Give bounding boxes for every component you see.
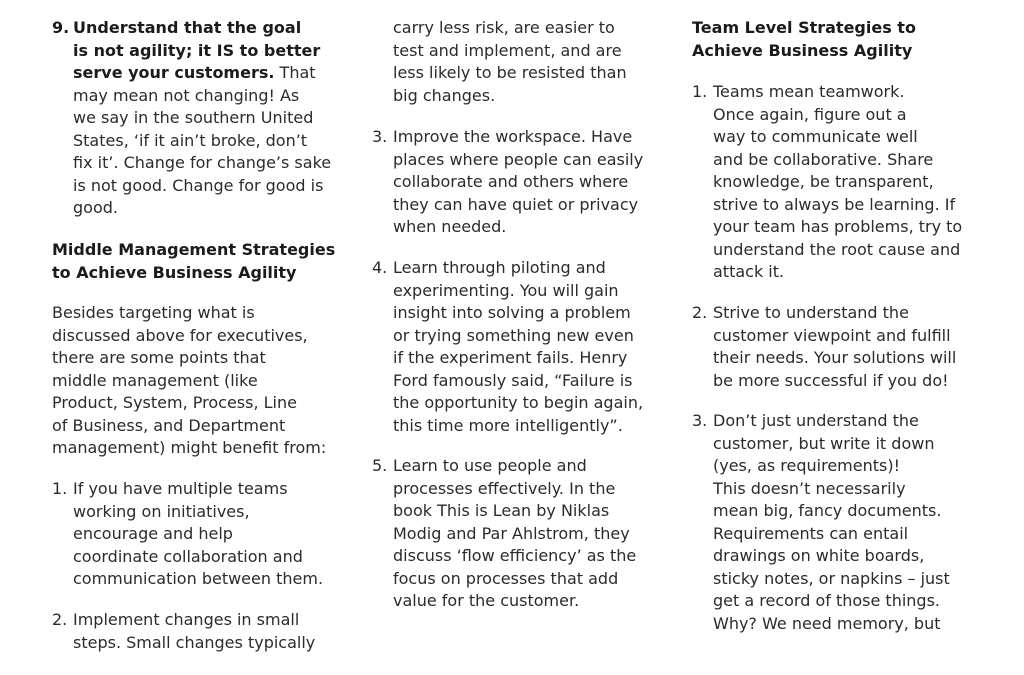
text-line: understand the root cause and	[713, 239, 961, 259]
list-number: 5.	[372, 456, 388, 475]
text-line: places where people can easily	[393, 149, 644, 169]
text-line: (yes, as requirements)!	[713, 456, 901, 475]
text-line: Once again, figure out a	[713, 104, 907, 124]
text-line: coordinate collaboration and	[73, 546, 303, 566]
text-line: Improve the workspace. Have	[393, 127, 633, 146]
text-line: your team has problems, try to	[713, 217, 963, 236]
section-heading: Achieve Business Agility	[692, 40, 913, 60]
text-line: they can have quiet or privacy	[393, 194, 639, 214]
text-line: customer viewpoint and fulfill	[713, 325, 951, 345]
mixed-line	[73, 62, 316, 85]
text-line: value for the customer.	[393, 591, 580, 610]
text-line: Learn through piloting and	[393, 258, 606, 277]
text-line: and be collaborative. Share	[713, 149, 934, 169]
text-line: States, ‘if it ain’t broke, don’t	[73, 130, 308, 150]
text-line: insight into solving a problem	[393, 303, 631, 322]
text-line: encourage and help	[73, 524, 233, 543]
text-line: Don’t just understand the	[713, 411, 919, 430]
text-line: or trying something new even	[393, 325, 634, 345]
regular-text: That	[274, 63, 316, 82]
text-line: when needed.	[393, 217, 507, 236]
text-line: mean big, fancy documents.	[713, 501, 942, 520]
text-line: Requirements can entail	[713, 523, 909, 543]
text-line: get a record of those things.	[713, 591, 940, 610]
text-line: knowledge, be transparent,	[713, 172, 934, 191]
intro-line: of Business, and Department	[52, 415, 286, 435]
section-heading: Middle Management Strategies	[52, 240, 336, 259]
intro-line: discussed above for executives,	[52, 325, 308, 345]
section-heading: to Achieve Business Agility	[52, 262, 297, 282]
list-number: 1.	[52, 479, 68, 498]
text-line: is not good. Change for good is	[73, 175, 324, 195]
text-line: we say in the southern United	[73, 108, 314, 127]
text-line: steps. Small changes typically	[73, 632, 316, 652]
text-line: attack it.	[713, 262, 785, 281]
text-line: discuss ‘flow efficiency’ as the	[393, 546, 637, 565]
text-line: way to communicate well	[713, 127, 918, 146]
text-line: if the experiment fails. Henry	[393, 348, 628, 367]
text-line: experimenting. You will gain	[393, 280, 619, 300]
text-line: strive to always be learning. If	[713, 194, 956, 214]
text-line: drawings on white boards,	[713, 546, 925, 565]
list-number: 4.	[372, 258, 388, 277]
text-line: Modig and Par Ahlstrom, they	[393, 523, 630, 543]
text-line: Strive to understand the	[713, 303, 909, 322]
list-number: 9.	[52, 18, 70, 37]
text-line: This doesn’t necessarily	[713, 478, 906, 498]
section-heading: Team Level Strategies to	[692, 18, 916, 37]
text-line: Teams mean teamwork.	[713, 82, 905, 101]
intro-line: middle management (like	[52, 370, 258, 390]
text-line: may mean not changing! As	[73, 85, 300, 105]
text-line: fix it’. Change for change’s sake	[73, 153, 332, 172]
text-line: processes effectively. In the	[393, 478, 616, 498]
bold-line: is not agility; it IS to better	[73, 40, 321, 60]
text-line: Implement changes in small	[73, 610, 300, 629]
text-line: customer, but write it down	[713, 433, 935, 453]
text-line: be more successful if you do!	[713, 370, 949, 390]
text-line: working on initiatives,	[73, 501, 250, 521]
intro-line: there are some points that	[52, 348, 266, 367]
text-line: their needs. Your solutions will	[713, 348, 957, 367]
list-number: 1.	[692, 82, 708, 101]
text-line: focus on processes that add	[393, 568, 619, 588]
continued-line: carry less risk, are easier to	[393, 18, 615, 37]
text-line: Ford famously said, “Failure is	[393, 370, 633, 390]
intro-line: Product, System, Process, Line	[52, 393, 297, 412]
text-line: book This is Lean by Niklas	[393, 501, 610, 520]
text-line: good.	[73, 198, 118, 217]
intro-line: management) might benefit from:	[52, 438, 327, 457]
text-line: Why? We need memory, but	[713, 613, 941, 633]
bold-line: Understand that the goal	[73, 18, 302, 37]
list-number: 3.	[692, 411, 708, 430]
text-line: If you have multiple teams	[73, 479, 288, 498]
continued-line: less likely to be resisted than	[393, 63, 627, 82]
list-number: 3.	[372, 127, 388, 146]
intro-line: Besides targeting what is	[52, 303, 255, 322]
continued-line: big changes.	[393, 85, 496, 105]
text-line: the opportunity to begin again,	[393, 393, 644, 412]
text-line: collaborate and others where	[393, 172, 629, 191]
text-line: communication between them.	[73, 569, 324, 588]
continued-line: test and implement, and are	[393, 40, 622, 60]
text-line: sticky notes, or napkins – just	[713, 568, 950, 588]
list-number: 2.	[52, 610, 68, 629]
list-number: 2.	[692, 303, 708, 322]
text-line: this time more intelligently”.	[393, 415, 623, 435]
text-line: Learn to use people and	[393, 456, 587, 475]
bold-text: serve your customers.	[73, 63, 275, 82]
